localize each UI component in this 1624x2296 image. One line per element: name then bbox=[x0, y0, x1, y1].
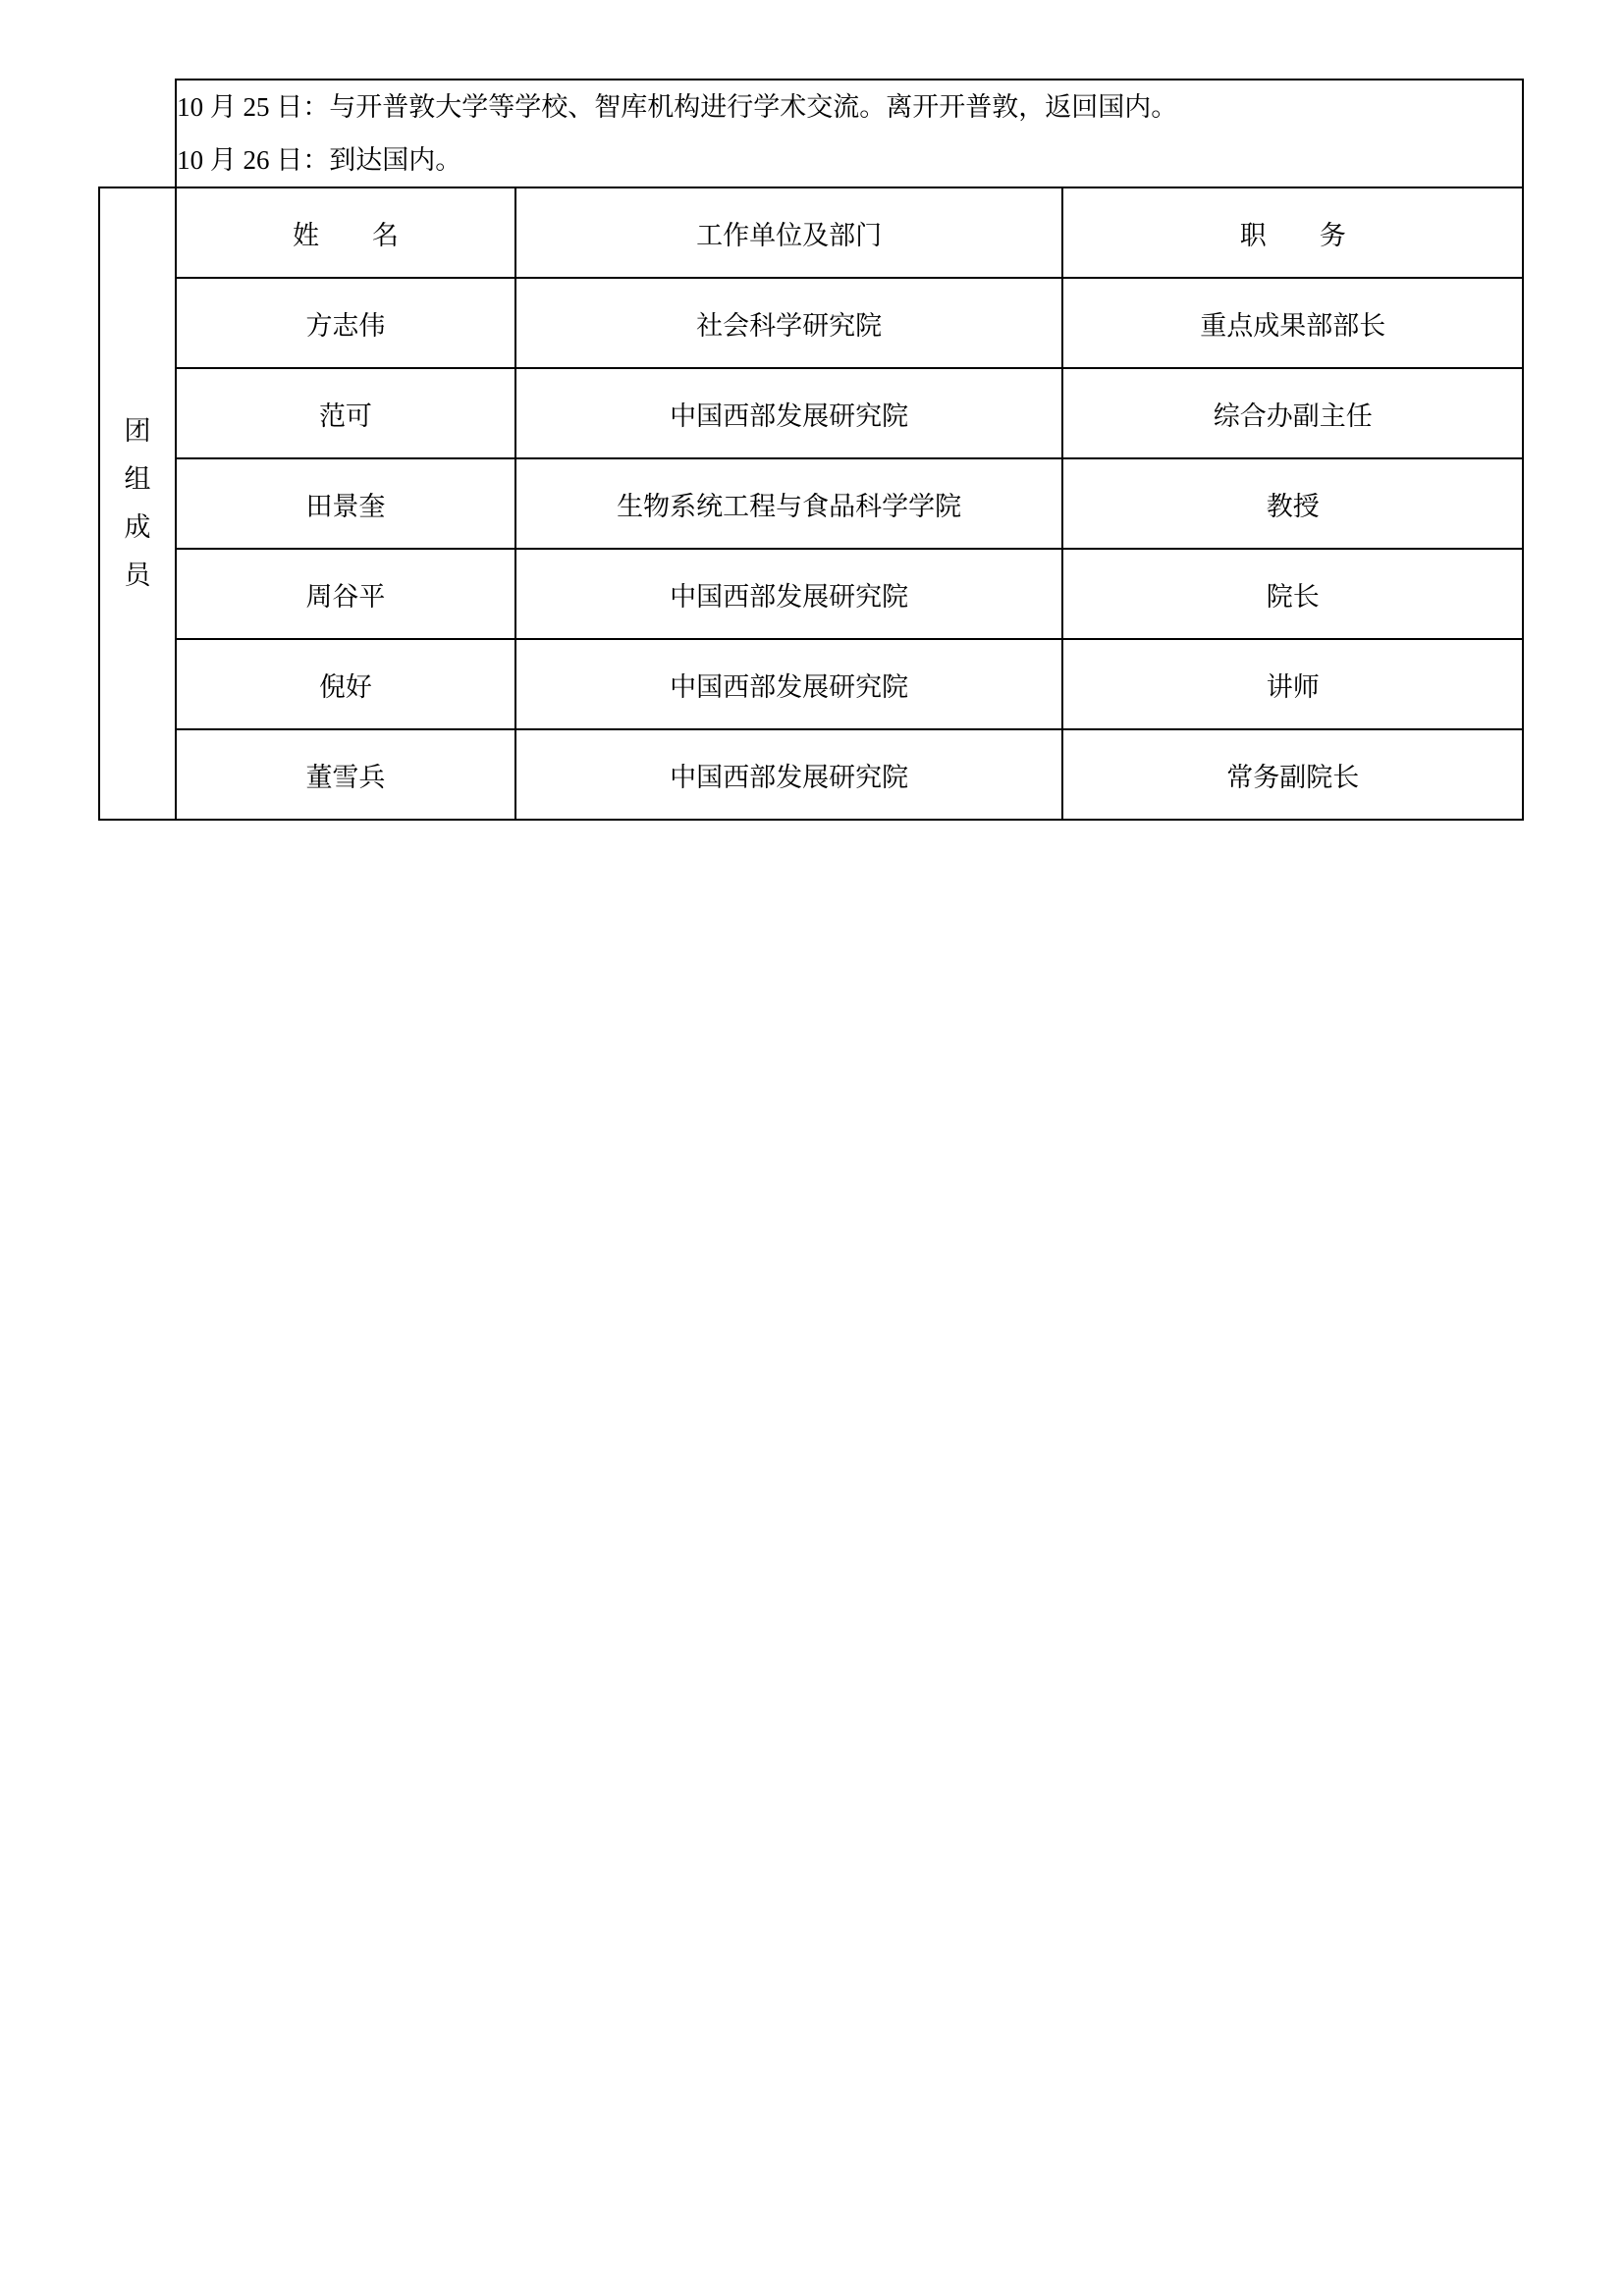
schedule-cell bbox=[176, 80, 1523, 187]
member-name: 田景奎 bbox=[176, 458, 515, 549]
members-row-label-char-4: 员 bbox=[124, 561, 151, 590]
member-name: 董雪兵 bbox=[176, 729, 515, 820]
members-row-label-char-2: 组 bbox=[124, 464, 151, 494]
member-name: 倪好 bbox=[176, 639, 515, 729]
table-row bbox=[99, 729, 1523, 820]
schedule-line-2: 10 月 26 日：到达国内。 bbox=[177, 145, 462, 175]
member-name: 方志伟 bbox=[176, 278, 515, 368]
members-row-label-char-1: 团 bbox=[124, 416, 151, 446]
member-title: 常务副院长 bbox=[1062, 729, 1523, 820]
member-title: 教授 bbox=[1062, 458, 1523, 549]
member-title: 讲师 bbox=[1062, 639, 1523, 729]
schedule-left-spacer bbox=[99, 80, 176, 187]
member-name: 周谷平 bbox=[176, 549, 515, 639]
schedule-row bbox=[99, 80, 1523, 187]
members-row-label-char-3: 成 bbox=[124, 512, 151, 542]
members-header-row bbox=[99, 187, 1523, 278]
member-organization: 中国西部发展研究院 bbox=[515, 639, 1063, 729]
table-row bbox=[99, 458, 1523, 549]
schedule-line-1: 10 月 25 日：与开普敦大学等学校、智库机构进行学术交流。离开开普敦，返回国内。 bbox=[177, 92, 1178, 122]
table-row bbox=[99, 639, 1523, 729]
members-row-label bbox=[99, 187, 176, 820]
column-header-organization: 工作单位及部门 bbox=[515, 187, 1063, 278]
member-title: 院长 bbox=[1062, 549, 1523, 639]
member-title: 综合办副主任 bbox=[1062, 368, 1523, 458]
column-header-name: 姓 名 bbox=[176, 187, 515, 278]
member-organization: 社会科学研究院 bbox=[515, 278, 1063, 368]
member-organization: 中国西部发展研究院 bbox=[515, 729, 1063, 820]
member-organization: 生物系统工程与食品科学学院 bbox=[515, 458, 1063, 549]
member-name: 范可 bbox=[176, 368, 515, 458]
table-row bbox=[99, 549, 1523, 639]
table-row bbox=[99, 278, 1523, 368]
member-organization: 中国西部发展研究院 bbox=[515, 368, 1063, 458]
member-title: 重点成果部部长 bbox=[1062, 278, 1523, 368]
member-organization: 中国西部发展研究院 bbox=[515, 549, 1063, 639]
table-row bbox=[99, 368, 1523, 458]
itinerary-and-members-table bbox=[98, 79, 1524, 821]
column-header-title: 职 务 bbox=[1062, 187, 1523, 278]
